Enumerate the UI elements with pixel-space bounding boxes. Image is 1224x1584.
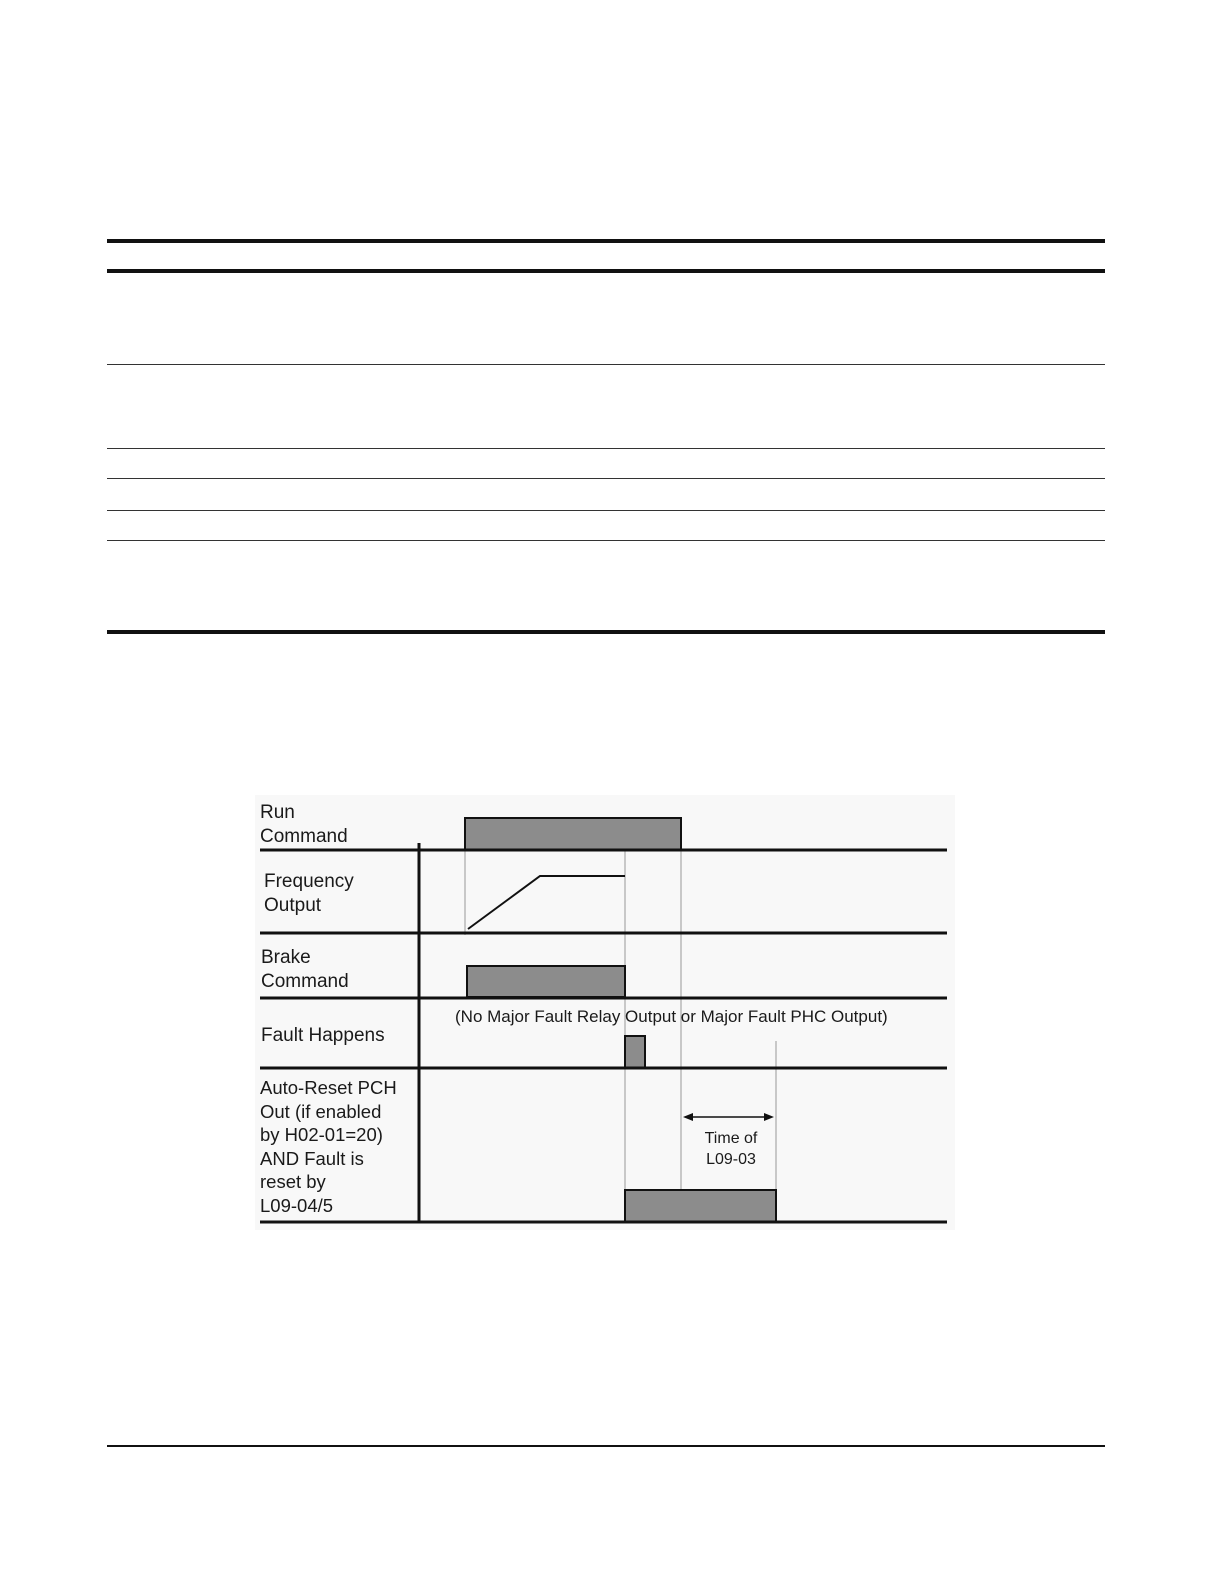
run-command-pulse — [465, 818, 681, 850]
table-row-rule — [107, 478, 1105, 479]
label-run-command: Run Command — [260, 802, 348, 847]
fault-note: (No Major Fault Relay Output or Major Fault PHC Output) — [455, 1007, 888, 1026]
time-of-label: Time of L09-03 — [704, 1130, 758, 1168]
arrow-left-head — [683, 1113, 693, 1121]
brake-command-pulse — [467, 966, 625, 997]
auto-reset-pulse — [625, 1190, 776, 1222]
label-fault-happens: Fault Happens — [261, 1025, 385, 1046]
table-row-rule — [107, 510, 1105, 511]
footer-rule — [107, 1445, 1105, 1447]
table-row-rule — [107, 364, 1105, 365]
frequency-ramp-line — [468, 876, 625, 929]
table-top-rule — [107, 239, 1105, 243]
label-auto-reset: Auto-Reset PCH Out (if enabled by H02-01=20) AND Fault is reset by L09-04/5 — [260, 1077, 397, 1216]
arrow-right-head — [764, 1113, 774, 1121]
table-bottom-rule — [107, 630, 1105, 634]
table-row-rule — [107, 540, 1105, 541]
table-header-rule — [107, 269, 1105, 273]
fault-pulse — [625, 1036, 645, 1068]
timing-diagram — [255, 795, 955, 1230]
label-frequency-output: Frequency Output — [264, 871, 354, 916]
label-brake-command: Brake Command — [261, 947, 349, 992]
table-row-rule — [107, 448, 1105, 449]
